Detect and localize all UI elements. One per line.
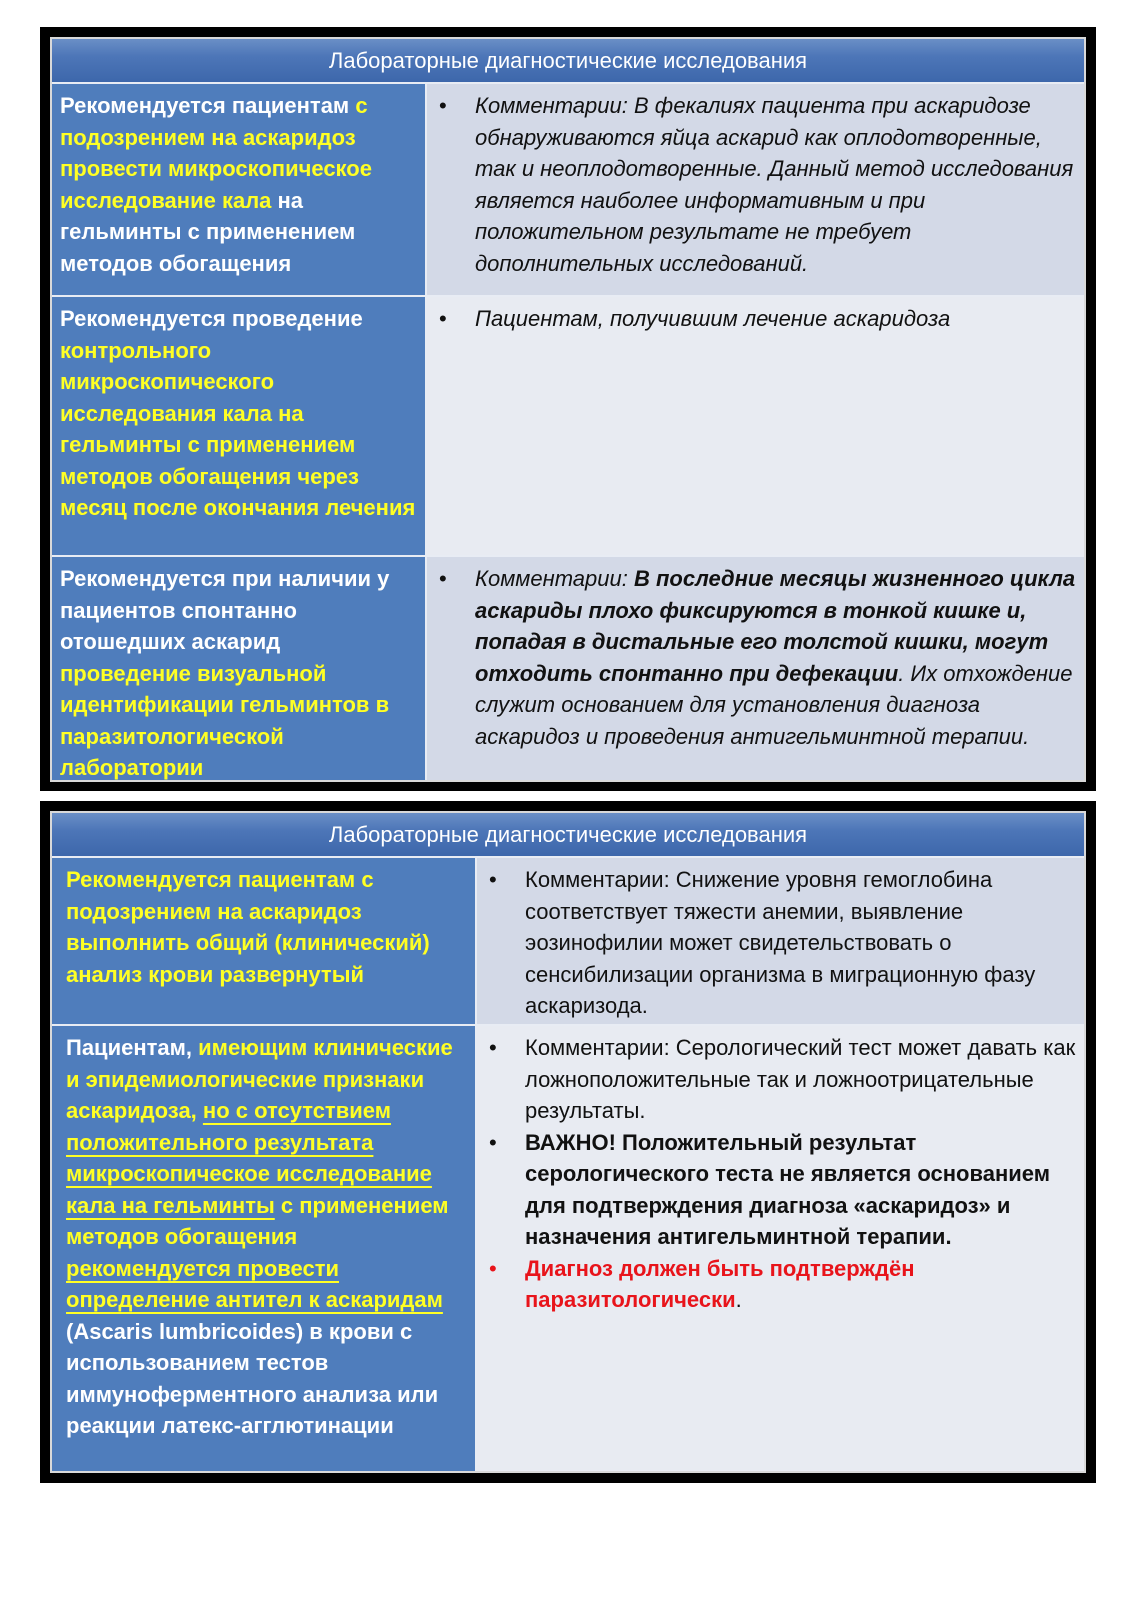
slide-1-row-3-left — [52, 557, 427, 782]
text-run: контрольного микроскопического исследования кала на гельминты с применением методов обогащения через месяц после окончания лечения — [60, 337, 416, 520]
text-run: Пациентам, — [66, 1035, 199, 1060]
comment-list — [439, 90, 1076, 279]
comment-list — [439, 303, 1076, 335]
text-run: Рекомендуется пациентам — [60, 93, 356, 118]
slide-2-row-2-right — [477, 1026, 1084, 1473]
slide-1-row-1 — [52, 84, 1084, 295]
text-run: имеющим клинические и эпидемиологические признаки аскаридоза, — [66, 1035, 453, 1123]
comment-list — [489, 864, 1076, 1022]
list-item — [439, 90, 1076, 279]
list-item — [489, 864, 1076, 1022]
text-run: с применением методов обогащения — [66, 1192, 449, 1249]
text-run: Комментарии: В фекалиях пациента при аскаридозе обнаруживаются яйца аскарид как оплодотворенные, так и неоплодотворенные. Данный метод исследования является наиболее информативным и при положительном результате не требует дополнительных исследований. — [475, 93, 1074, 276]
list-item — [439, 563, 1076, 752]
text-run: Рекомендуется пациентам с подозрением на аскаридоз выполнить общий (клинический) анализ крови развернутый — [66, 867, 430, 987]
slide-2-title: Лабораторные диагностические исследования — [52, 813, 1084, 858]
slide-1-row-1-right — [427, 84, 1084, 295]
bullet-icon: • — [489, 867, 497, 892]
slide-1-row-3 — [52, 555, 1084, 782]
list-item — [439, 303, 1076, 335]
text-run: ВАЖНО! Положительный результат серологического теста не является основанием для подтверждения диагноза «аскаридоз» и назначения антигельминтной терапии. — [525, 1129, 1050, 1249]
slide-2-row-2-left — [52, 1026, 477, 1473]
text-run: на гельминты с применением методов обогащения — [60, 187, 356, 276]
slide-2 — [40, 801, 1096, 1483]
slide-1-row-1-left — [52, 84, 427, 295]
slide-1 — [40, 27, 1096, 791]
text-run: Комментарии: — [475, 566, 634, 591]
text-run: рекомендуется провести определение антител к аскаридам — [66, 1255, 443, 1312]
text-run: Рекомендуется проведение — [60, 306, 363, 331]
text-run: . Их отхождение служит основанием для установления диагноза аскаридоз и проведения антигельминтной терапии. — [475, 660, 1073, 749]
slide-1-row-2-right — [427, 297, 1084, 557]
list-item — [489, 1032, 1076, 1127]
list-item — [489, 1253, 1076, 1316]
text-run: . — [735, 1287, 742, 1312]
slide-2-row-2 — [52, 1024, 1084, 1473]
text-run: Диагноз должен быть подтверждён паразитологически — [525, 1255, 915, 1312]
slide-1-title: Лабораторные диагностические исследования — [52, 39, 1084, 84]
list-item — [489, 1127, 1076, 1253]
bullet-icon: • — [489, 1035, 497, 1060]
slide-1-row-3-right — [427, 557, 1084, 782]
slide-2-row-1 — [52, 858, 1084, 1024]
slide-2-frame — [50, 811, 1086, 1473]
text-run: Рекомендуется при наличии у пациентов спонтанно отошедших аскарид — [60, 566, 390, 654]
comment-list — [439, 563, 1076, 752]
bullet-icon: • — [489, 1129, 497, 1155]
bullet-icon: • — [439, 566, 447, 591]
text-run: В последние месяцы жизненного цикла аскариды плохо фиксируются в тонкой кишке и, попадая в дистальные его толстой кишки, могут отходить спонтанно при дефекации — [475, 566, 1076, 686]
text-run: Комментарии: Снижение уровня гемоглобина соответствует тяжести анемии, выявление эозинофилии может свидетельствовать о сенсибилизации организма в миграционную фазу аскаризода. — [525, 867, 1036, 1018]
comment-list — [489, 1032, 1076, 1316]
bullet-icon: • — [489, 1255, 497, 1281]
text-run: проведение визуальной идентификации гельминтов в паразитологической лаборатории — [60, 660, 390, 780]
bullet-icon: • — [439, 93, 447, 118]
slide-1-frame — [50, 37, 1086, 782]
bullet-icon: • — [439, 306, 447, 331]
slide-2-row-1-right — [477, 858, 1084, 1024]
text-run: (Ascaris lumbricoides) в крови с использованием тестов иммуноферментного анализа или реакции латекс-агглютинации — [66, 1318, 439, 1438]
text-run: но с отсутствием положительного результата микроскопическое исследование кала на гельминты — [66, 1098, 432, 1218]
text-run: с подозрением на аскаридоз провести микроскопическое исследование кала — [60, 93, 372, 213]
slide-1-row-2-left — [52, 297, 427, 557]
slide-1-row-2 — [52, 295, 1084, 557]
text-run: Комментарии: Серологический тест может давать как ложноположительные так и ложноотрицательные результаты. — [525, 1035, 1076, 1123]
slide-2-row-1-left — [52, 858, 477, 1024]
text-run: Пациентам, получившим лечение аскаридоза — [475, 306, 951, 331]
